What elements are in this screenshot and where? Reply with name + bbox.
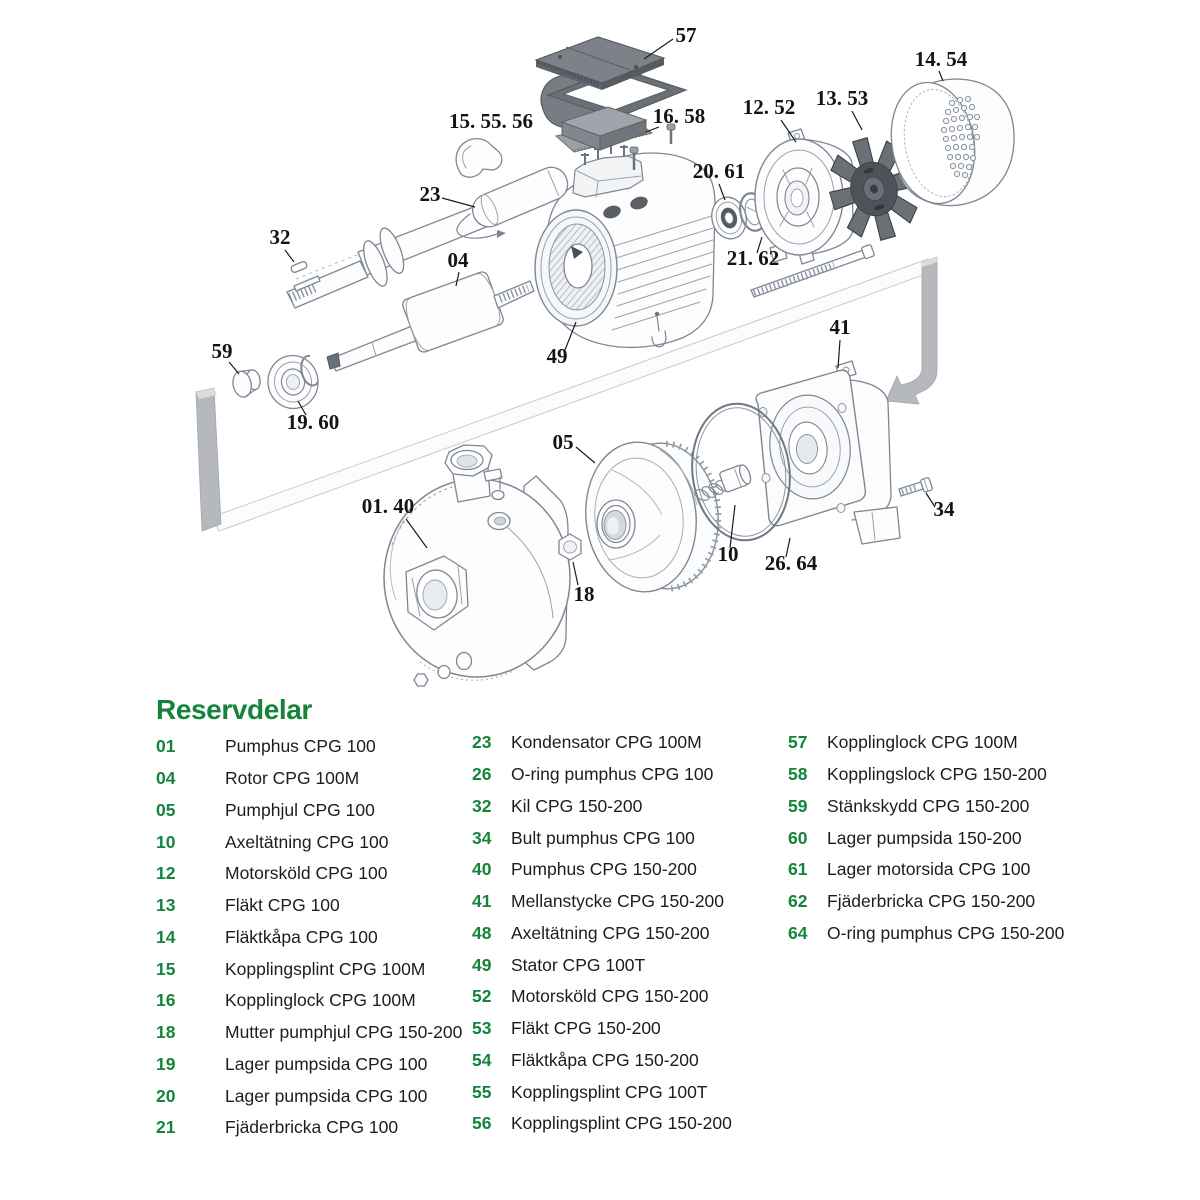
part-number: 34 [472,827,492,848]
part-name: Mutter pumphjul CPG 150-200 [225,1022,463,1043]
part-name: Kopplingslock CPG 150-200 [827,764,1047,785]
parts-row [156,1080,476,1112]
part-number: 59 [788,795,808,816]
part-number: 21 [156,1117,176,1138]
callout-label: 34 [933,497,955,521]
part-name: Axeltätning CPG 150-200 [511,922,710,943]
parts-row [788,791,1108,823]
parts-column-2 [472,727,792,1140]
parts-row [472,1108,792,1140]
callout-label: 01. 40 [361,494,415,518]
callout-label: 16. 58 [652,104,706,128]
part-name: Mellanstycke CPG 150-200 [511,891,725,912]
part-32-kil [290,261,307,273]
parts-row [472,886,792,918]
part-name: Kopplinglock CPG 100M [827,732,1018,753]
part-number: 60 [788,827,808,848]
callout-leader [576,447,595,463]
part-name: Kopplinglock CPG 100M [225,990,416,1011]
part-number: 32 [472,795,492,816]
callout-label: 32 [269,225,291,249]
callout-label: 26. 64 [764,551,818,575]
part-name: Pumphjul CPG 100 [225,799,375,820]
part-number: 04 [156,768,176,789]
part-name: Rotor CPG 100M [225,768,360,789]
parts-row [472,949,792,981]
part-19-60-lager [265,352,322,411]
parts-row [788,918,1108,950]
part-number: 12 [156,863,176,884]
part-name: Fläktkåpa CPG 150-200 [511,1049,699,1070]
callout-leader [838,340,840,368]
part-name: Motorsköld CPG 100 [225,863,388,884]
callout-label: 15. 55. 56 [449,109,533,133]
part-number: 53 [472,1018,492,1039]
parts-row [156,953,476,985]
parts-row [156,763,476,795]
parts-row [788,759,1108,791]
part-number: 58 [788,764,808,785]
callout-leader [442,198,475,207]
part-name: Bult pumphus CPG 100 [511,827,695,848]
callout-label: 10 [717,542,739,566]
part-name: Kopplingsplint CPG 100T [511,1081,708,1102]
callout-leader [852,111,862,130]
part-name: Pumphus CPG 150-200 [511,859,697,880]
part-number: 10 [156,831,176,852]
parts-column-1 [156,731,476,1144]
parts-row [472,918,792,950]
part-34-bult [899,477,933,496]
part-name: Axeltätning CPG 100 [225,831,389,852]
parts-row [788,886,1108,918]
callout-label: 41 [829,315,851,339]
part-59-stankskydd [231,368,263,399]
parts-row [472,854,792,886]
part-15-55-56-kopplingsplint [456,139,502,178]
part-number: 57 [788,732,808,753]
part-number: 23 [472,732,492,753]
part-number: 13 [156,895,176,916]
callout-leader [285,250,294,262]
callout-label: 18 [573,582,595,606]
parts-row [156,826,476,858]
part-number: 40 [472,859,492,880]
part-number: 52 [472,986,492,1007]
part-name: Lager pumpsida 150-200 [827,827,1022,848]
part-number: 18 [156,1022,176,1043]
parts-row [472,791,792,823]
parts-list-title: Reservdelar [156,694,312,725]
part-name: Fläktkåpa CPG 100 [225,926,378,947]
parts-row [472,1076,792,1108]
callout-label: 49 [546,344,568,368]
part-name: Lager pumpsida CPG 100 [225,1085,428,1106]
parts-row [788,727,1108,759]
part-name: Kopplingsplint CPG 150-200 [511,1113,732,1134]
part-name: Motorsköld CPG 150-200 [511,986,709,1007]
parts-row [156,922,476,954]
callout-leader [939,71,943,81]
part-name: Fjäderbricka CPG 150-200 [827,891,1036,912]
part-number: 16 [156,990,176,1011]
callout-label: 05 [552,430,574,454]
parts-row [472,822,792,854]
part-name: Fläkt CPG 150-200 [511,1018,661,1039]
part-04-rotor [327,270,534,371]
part-number: 54 [472,1049,492,1070]
part-name: O-ring pumphus CPG 150-200 [827,922,1065,943]
part-number: 41 [472,891,492,912]
part-name: Pumphus CPG 100 [225,736,376,757]
callout-leader [229,362,239,374]
parts-row [156,890,476,922]
parts-row [788,822,1108,854]
parts-row [156,731,476,763]
part-name: Kil CPG 150-200 [511,795,643,816]
parts-row [156,985,476,1017]
part-05-pumphjul [578,437,725,598]
part-name: Stator CPG 100T [511,954,646,975]
part-number: 49 [472,954,492,975]
parts-row [156,795,476,827]
part-number: 19 [156,1053,176,1074]
part-number: 61 [788,859,808,880]
callout-label: 04 [447,248,469,272]
part-number: 15 [156,958,176,979]
part-name: Lager pumpsida CPG 100 [225,1053,428,1074]
callout-label: 59 [211,339,233,363]
part-number: 48 [472,922,492,943]
callout-label: 12. 52 [742,95,796,119]
part-name: Kopplingsplint CPG 100M [225,958,426,979]
part-number: 01 [156,736,176,757]
part-18-mutter [559,534,581,560]
part-number: 26 [472,764,492,785]
callout-label: 23 [419,182,441,206]
part-number: 56 [472,1113,492,1134]
part-name: Fjäderbricka CPG 100 [225,1117,399,1138]
parts-row [156,858,476,890]
parts-row [156,1017,476,1049]
part-number: 14 [156,926,176,947]
parts-row [156,1049,476,1081]
part-name: Lager motorsida CPG 100 [827,859,1031,880]
part-41-mellanstycke [756,361,900,544]
parts-row [156,1112,476,1144]
part-01-40-pumphus [384,445,570,686]
callout-label: 20. 61 [692,159,746,183]
part-number: 05 [156,799,176,820]
part-name: Fläkt CPG 100 [225,895,340,916]
parts-row [472,759,792,791]
callout-label: 19. 60 [286,410,340,434]
part-name: Stänkskydd CPG 150-200 [827,795,1030,816]
callout-label: 21. 62 [726,246,780,270]
parts-row [788,854,1108,886]
parts-row [472,727,792,759]
part-name: Kondensator CPG 100M [511,732,702,753]
part-name: O-ring pumphus CPG 100 [511,764,714,785]
part-number: 55 [472,1081,492,1102]
parts-row [472,1045,792,1077]
part-number: 64 [788,922,808,943]
part-number: 20 [156,1085,176,1106]
parts-column-3 [788,727,1108,949]
part-14-54-flaktkapa [882,76,1014,210]
callout-label: 13. 53 [815,86,869,110]
parts-row [472,1013,792,1045]
callout-label: 14. 54 [914,47,968,71]
callout-label: 57 [675,23,697,47]
parts-row [472,981,792,1013]
part-number: 62 [788,891,808,912]
